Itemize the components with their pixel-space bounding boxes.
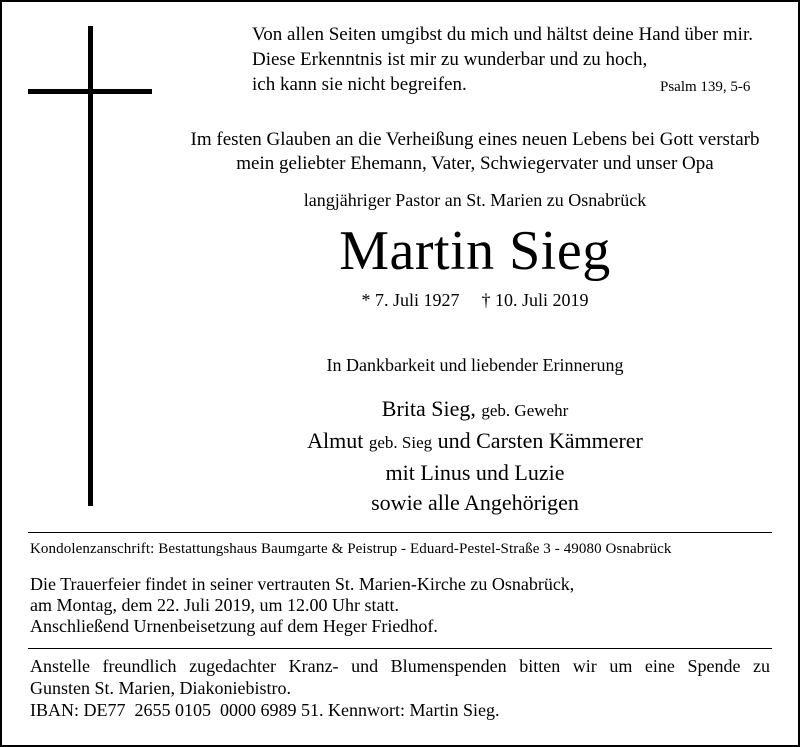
donation-line: Anstelle freundlich zugedachter Kranz- und Blumenspenden bitten wir um eine Spende zu — [30, 656, 770, 676]
psalm-line: ich kann sie nicht begreifen. — [252, 74, 467, 95]
gratitude-line: In Dankbarkeit und liebender Erinnerung — [326, 355, 624, 375]
family-name: Almut — [307, 428, 364, 453]
birth-date: * 7. Juli 1927 — [361, 290, 460, 310]
cross-icon-horizontal — [28, 89, 152, 94]
divider — [28, 648, 772, 649]
ceremony-line: Die Trauerfeier findet in seiner vertrauten St. Marien-Kirche zu Osnabrück, — [30, 574, 575, 594]
intro-line: mein geliebter Ehemann, Vater, Schwiegervater und unser Opa — [236, 153, 714, 174]
ceremony-line: Anschließend Urnenbeisetzung auf dem Heger Friedhof. — [30, 616, 438, 636]
donation-line: Gunsten St. Marien, Diakoniebistro. — [30, 678, 291, 698]
life-dates — [150, 290, 800, 311]
family-line: mit Linus und Luzie — [385, 460, 565, 485]
ceremony-line: am Montag, dem 22. Juli 2019, um 12.00 Uhr statt. — [30, 595, 399, 615]
deceased-name: Martin Sieg — [339, 220, 611, 282]
family-line — [150, 394, 800, 426]
divider — [28, 532, 772, 533]
psalm-line: Von allen Seiten umgibst du mich und hältst deine Hand über mir. — [252, 24, 753, 45]
family-note: geb. Sieg — [368, 433, 433, 452]
ceremony-info — [30, 574, 574, 637]
family-line: sowie alle Angehörigen — [371, 490, 579, 515]
family-note: geb. Gewehr — [481, 401, 569, 420]
condolence-address: Kondolenzanschrift: Bestattungshaus Baumgarte & Peistrup - Eduard-Pestel-Straße 3 - 49080 Osnabrück — [30, 541, 672, 557]
intro-text — [150, 128, 800, 176]
deceased-role: langjähriger Pastor an St. Marien zu Osnabrück — [303, 190, 647, 210]
donation-info — [30, 655, 770, 721]
psalm-reference: Psalm 139, 5-6 — [660, 79, 751, 95]
donation-line: IBAN: DE77 2655 0105 0000 6989 51. Kennwort: Martin Sieg. — [30, 700, 500, 720]
intro-line: Im festen Glauben an die Verheißung eines neuen Lebens bei Gott verstarb — [190, 129, 760, 150]
death-date: † 10. Juli 2019 — [481, 290, 589, 310]
cross-icon-vertical — [88, 26, 93, 506]
family-name: und Carsten Kämmerer — [437, 428, 643, 453]
psalm-line: Diese Erkenntnis ist mir zu wunderbar und zu hoch, — [252, 49, 648, 70]
family-list — [150, 394, 800, 518]
family-name: Brita Sieg, — [381, 396, 476, 421]
family-line — [150, 426, 800, 458]
